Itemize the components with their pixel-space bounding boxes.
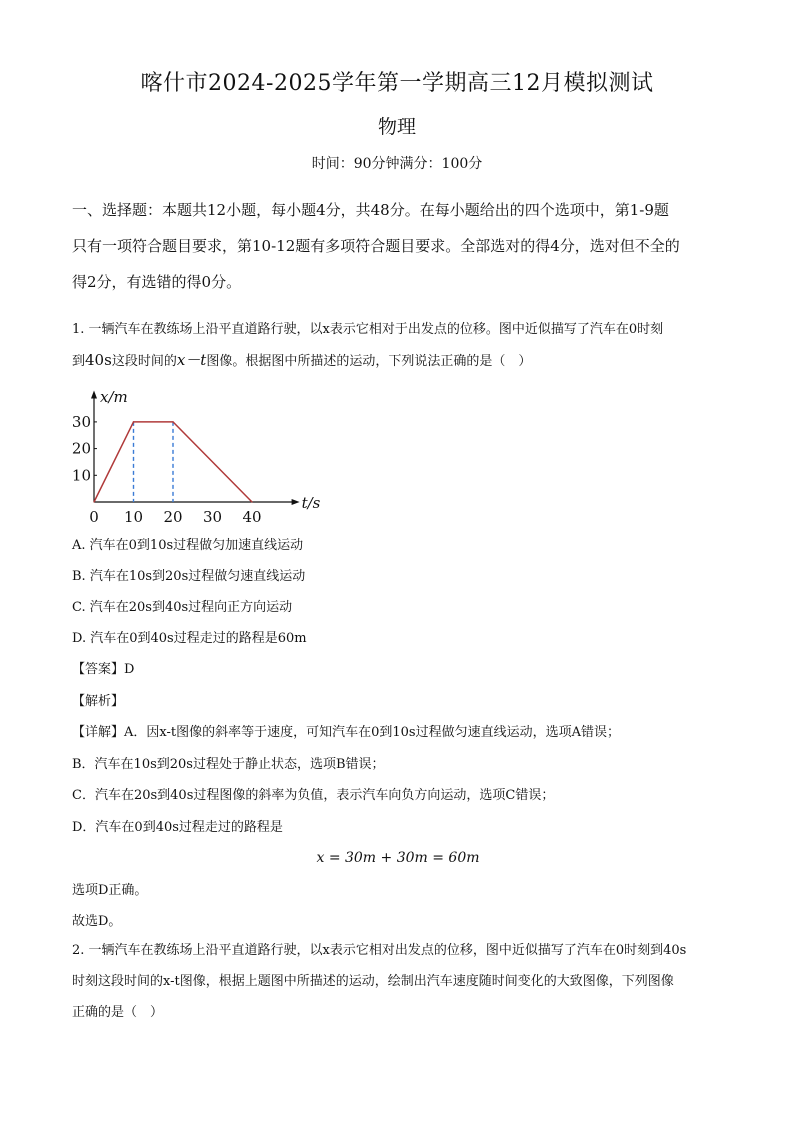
q1-prefix: 到 xyxy=(72,354,86,369)
page-title: 喀什市2024-2025学年第一学期高三12月模拟测试 xyxy=(140,71,654,96)
data-line xyxy=(94,422,252,502)
analysis-label: 【解析】 xyxy=(72,693,125,709)
detail-line: C．汽车在20s到40s过程图像的斜率为负值，表示汽车向负方向运动，选项C错误； xyxy=(72,788,555,803)
y-axis-arrow xyxy=(91,391,97,399)
data-point xyxy=(251,501,252,502)
y-tick-label: 20 xyxy=(72,439,91,458)
x-axis-arrow xyxy=(292,499,300,505)
answer-label: 【答案】D xyxy=(72,662,135,677)
option-d: D. 汽车在0到40s过程走过的路程是60m xyxy=(72,631,307,646)
detail-line: D．汽车在0到40s过程走过的路程是 xyxy=(72,819,283,835)
x-t-graph xyxy=(72,386,332,526)
question-2-stem xyxy=(72,935,724,1028)
option-b: B. 汽车在10s到20s过程做匀速直线运动 xyxy=(72,569,306,584)
intro-line: 只有一项符合题目要求，第10-12题有多项符合题目要求。全部选对的得4分，选对但不全的 xyxy=(72,237,680,255)
option-c: C. 汽车在20s到40s过程向正方向运动 xyxy=(72,600,293,615)
data-point xyxy=(93,501,94,502)
question-2-line: 正确的是（ ） xyxy=(72,1005,164,1020)
x-tick-label: 10 xyxy=(123,508,144,526)
x-tick-label: 0 xyxy=(89,508,99,526)
x-tick-label: 40 xyxy=(242,508,262,526)
question-1-line-2 xyxy=(72,345,724,377)
detail-line: 【详解】A．因x-t图像的斜率等于速度，可知汽车在0到10s过程做匀速直线运动，选项A错误； xyxy=(72,725,620,740)
time-info: 时间：90分钟满分：100分 xyxy=(311,156,483,172)
x-tick-label: 20 xyxy=(163,508,183,526)
section-intro xyxy=(72,192,724,300)
x-axis-label: t/s xyxy=(301,494,321,512)
x-tick-label: 30 xyxy=(202,508,223,526)
intro-line: 一、选择题：本题共12小题，每小题4分，共48分。在每小题给出的四个选项中，第1-9题 xyxy=(72,201,669,219)
data-point xyxy=(133,421,134,422)
conclusion-line: 选项D正确。 xyxy=(72,882,148,898)
q1-suffix: 图像。根据图中所描述的运动，下列说法正确的是（ ） xyxy=(206,354,532,369)
data-point xyxy=(172,421,173,422)
question-1-options xyxy=(72,530,724,654)
final-answer-line: 故选D。 xyxy=(72,914,122,929)
y-tick-label: 10 xyxy=(72,466,91,485)
distance-formula: x = 30m + 30m = 60m xyxy=(316,850,480,866)
option-a: A. 汽车在0到10s过程做匀加速直线运动 xyxy=(72,538,304,553)
subject-heading: 物理 xyxy=(377,116,416,138)
y-axis-label: x/m xyxy=(100,388,128,406)
y-tick-label: 30 xyxy=(72,412,91,431)
q1-graph-name: x－t xyxy=(176,351,207,369)
q1-mid: 这段时间的 xyxy=(111,354,177,369)
question-2-line: 时刻这段时间的x-t图像，根据上题图中所描述的运动，绘制出汽车速度随时间变化的大致图像，下列图像 xyxy=(72,974,674,989)
question-2-line: 2. 一辆汽车在教练场上沿平直道路行驶，以x表示它相对出发点的位移，图中近似描写了汽车在0时刻到40s xyxy=(72,943,687,958)
question-1-solution xyxy=(72,654,724,938)
intro-line: 得2分，有选错的得0分。 xyxy=(72,273,242,291)
question-1-stem xyxy=(72,314,724,377)
detail-line: B．汽车在10s到20s过程处于静止状态，选项B错误； xyxy=(72,756,385,772)
q1-time: 40s xyxy=(85,351,112,369)
question-1-line-1: 1. 一辆汽车在教练场上沿平直道路行驶，以x表示它相对于出发点的位移。图中近似描写了汽车在0时刻 xyxy=(72,322,664,337)
